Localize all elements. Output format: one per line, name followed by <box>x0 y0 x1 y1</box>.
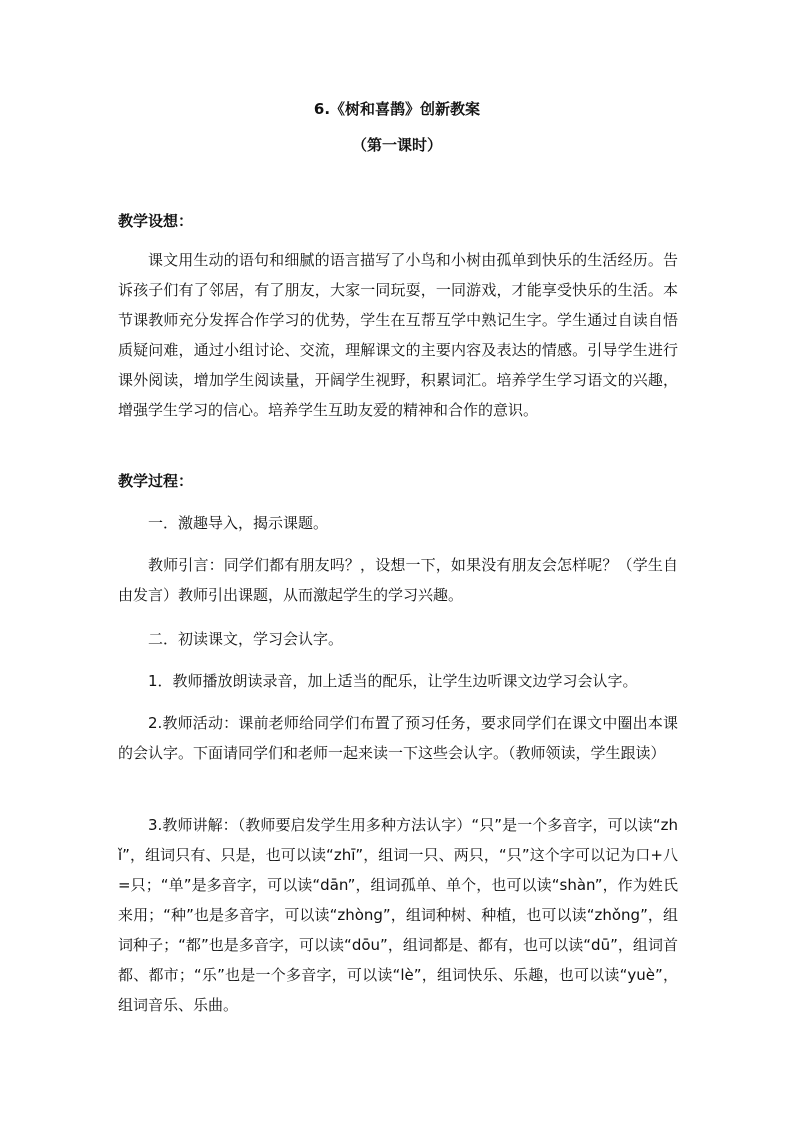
paragraph-activity-3: 3.教师讲解：（教师要启发学生用多种方法认字）“只”是一个多音字，可以读“zhǐ”，组词只有、只是，也可以读“zhī”，组词一只、两只，“只”这个字可以记为口+八=只；“单”是多音字，可以读“dān”，组词孤单、单个，也可以读“shàn”，作为姓氏来用；“种”也是多音字，可以读“zhòng”，组词种树、种植，也可以读“zhǒng”，组词种子；“都”也是多音字，可以读“dōu”，组词都是、都有，也可以读“dū”，组词首都、都市；“乐”也是一个多音字，可以读“lè”，组词快乐、乐趣，也可以读“yuè”，组词音乐、乐曲。 <box>118 816 678 1014</box>
paragraph-step-2-title: 二．初读课文，学习会认字。 <box>148 630 344 648</box>
paragraph-design-intro: 课文用生动的语句和细腻的语言描写了小鸟和小树由孤单到快乐的生活经历。告诉孩子们有了邻居，有了朋友，大家一同玩耍，一同游戏，才能享受快乐的生活。本节课教师充分发挥合作学习的优势，学生在互帮互学中熟记生字。学生通过自读自悟质疑问难，通过小组讨论、交流，理解课文的主要内容及表达的情感。引导学生进行课外阅读，增加学生阅读量，开阔学生视野，积累词汇。培养学生学习语文的兴趣，增强学生学习的信心。培养学生互助友爱的精神和合作的意识。 <box>118 251 678 419</box>
paragraph-step-1-title: 一．激趣导入，揭示课题。 <box>148 514 329 532</box>
section-heading-process: 教学过程： <box>118 472 194 490</box>
document-title: 6.《树和喜鹊》创新教案 <box>313 100 481 118</box>
paragraph-activity-2: 2.教师活动：课前老师给同学们布置了预习任务，要求同学们在课文中圈出本课的会认字。下面请同学们和老师一起来读一下这些会认字。（教师领读，学生跟读） <box>118 714 678 762</box>
document-subtitle: （第一课时） <box>351 136 442 154</box>
paragraph-teacher-intro: 教师引言：同学们都有朋友吗？，设想一下，如果没有朋友会怎样呢？（学生自由发言）教师引出课题，从而激起学生的学习兴趣。 <box>118 556 678 604</box>
paragraph-activity-1: 1．教师播放朗读录音，加上适当的配乐，让学生边听课文边学习会认字。 <box>148 672 638 690</box>
section-heading-design: 教学设想： <box>118 212 194 230</box>
